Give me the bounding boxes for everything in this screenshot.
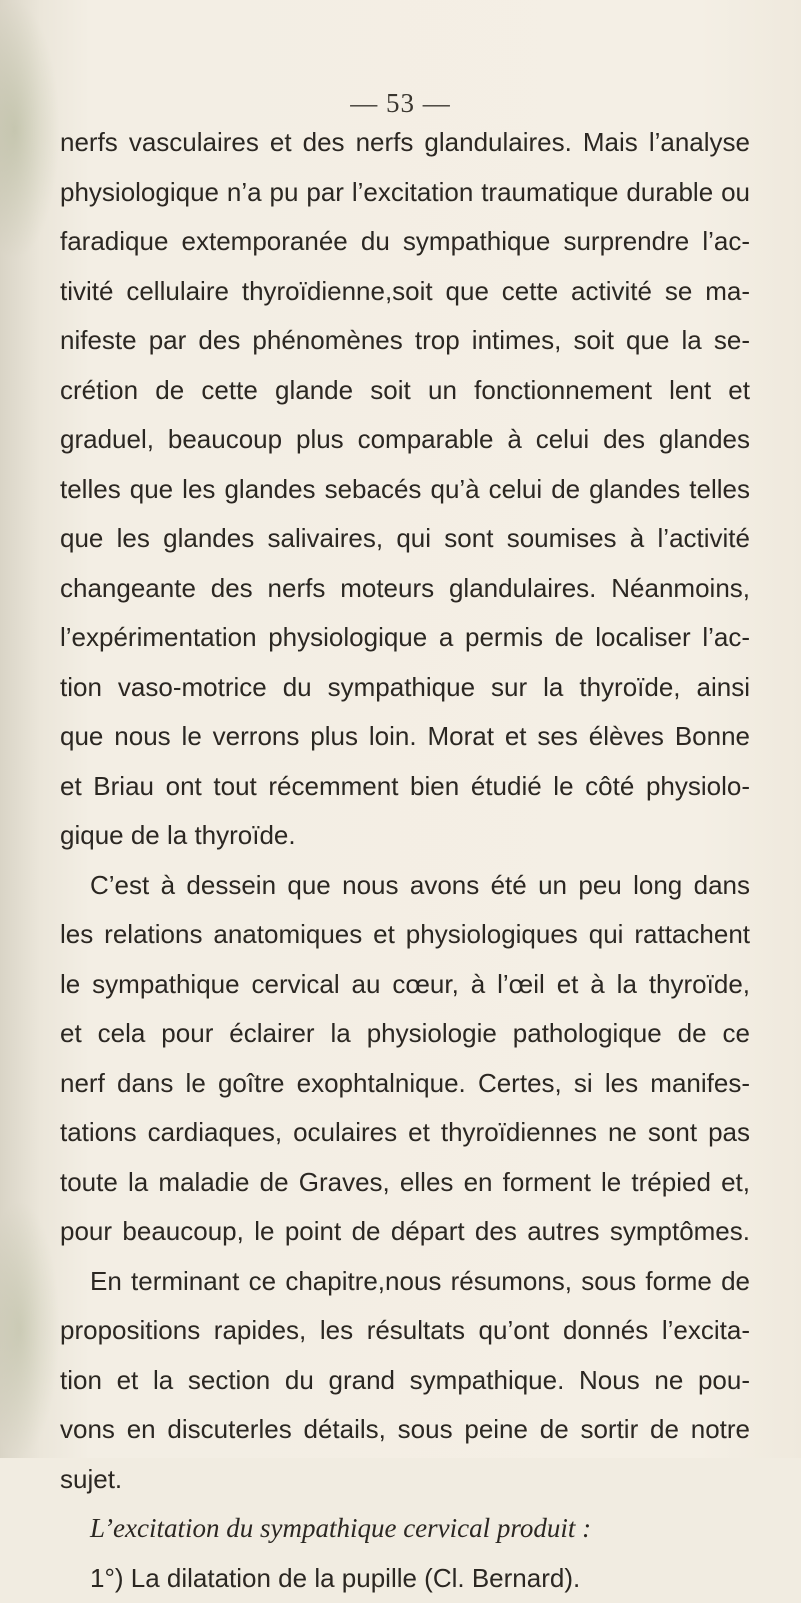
paper-stain — [0, 1200, 60, 1458]
text-line: crétion de cette glande soit un fonctionnement lent et — [60, 366, 750, 416]
text-line: changeante des nerfs moteurs glandulaires. Néanmoins, — [60, 564, 750, 614]
text-line: et cela pour éclairer la physiologie pathologique de ce — [60, 1009, 750, 1059]
page-number: — 53 — — [0, 88, 801, 119]
text-line: tations cardiaques, oculaires et thyroïdiennes ne sont pas — [60, 1108, 750, 1158]
text-line: nerf dans le goître exophtalnique. Certes, si les manifes- — [60, 1059, 750, 1109]
text-line: les relations anatomiques et physiologiques qui rattachent — [60, 910, 750, 960]
section-heading: L’excitation du sympathique cervical produit : — [60, 1504, 750, 1554]
text-line: En terminant ce chapitre,nous résumons, sous forme de — [60, 1257, 750, 1307]
text-line: et Briau ont tout récemment bien étudié le côté physiolo- — [60, 762, 750, 812]
paper-stain — [0, 0, 60, 260]
text-line: physiologique n’a pu par l’excitation traumatique durable ou — [60, 168, 750, 218]
body-text — [60, 118, 750, 1603]
text-line: tivité cellulaire thyroïdienne,soit que cette activité se ma- — [60, 267, 750, 317]
text-line: telles que les glandes sebacés qu’à celui de glandes telles — [60, 465, 750, 515]
text-line: 1°) La dilatation de la pupille (Cl. Bernard). — [60, 1554, 750, 1603]
text-line: gique de la thyroïde. — [60, 811, 750, 861]
text-line: que les glandes salivaires, qui sont soumises à l’activité — [60, 514, 750, 564]
text-line: sujet. — [60, 1455, 750, 1505]
text-line: tion vaso-motrice du sympathique sur la thyroïde, ainsi — [60, 663, 750, 713]
text-line: faradique extemporanée du sympathique surprendre l’ac- — [60, 217, 750, 267]
text-line: C’est à dessein que nous avons été un peu long dans — [60, 861, 750, 911]
text-line: vons en discuterles détails, sous peine de sortir de notre — [60, 1405, 750, 1455]
text-line: graduel, beaucoup plus comparable à celui des glandes — [60, 415, 750, 465]
text-line: toute la maladie de Graves, elles en forment le trépied et, — [60, 1158, 750, 1208]
text-line: que nous le verrons plus loin. Morat et ses élèves Bonne — [60, 712, 750, 762]
text-line: pour beaucoup, le point de départ des autres symptômes. — [60, 1207, 750, 1257]
text-line: l’expérimentation physiologique a permis de localiser l’ac- — [60, 613, 750, 663]
text-line: nifeste par des phénomènes trop intimes, soit que la se- — [60, 316, 750, 366]
text-line: nerfs vasculaires et des nerfs glandulaires. Mais l’analyse — [60, 118, 750, 168]
text-line: le sympathique cervical au cœur, à l’œil et à la thyroïde, — [60, 960, 750, 1010]
text-line: propositions rapides, les résultats qu’ont donnés l’excita- — [60, 1306, 750, 1356]
text-line: tion et la section du grand sympathique. Nous ne pou- — [60, 1356, 750, 1406]
